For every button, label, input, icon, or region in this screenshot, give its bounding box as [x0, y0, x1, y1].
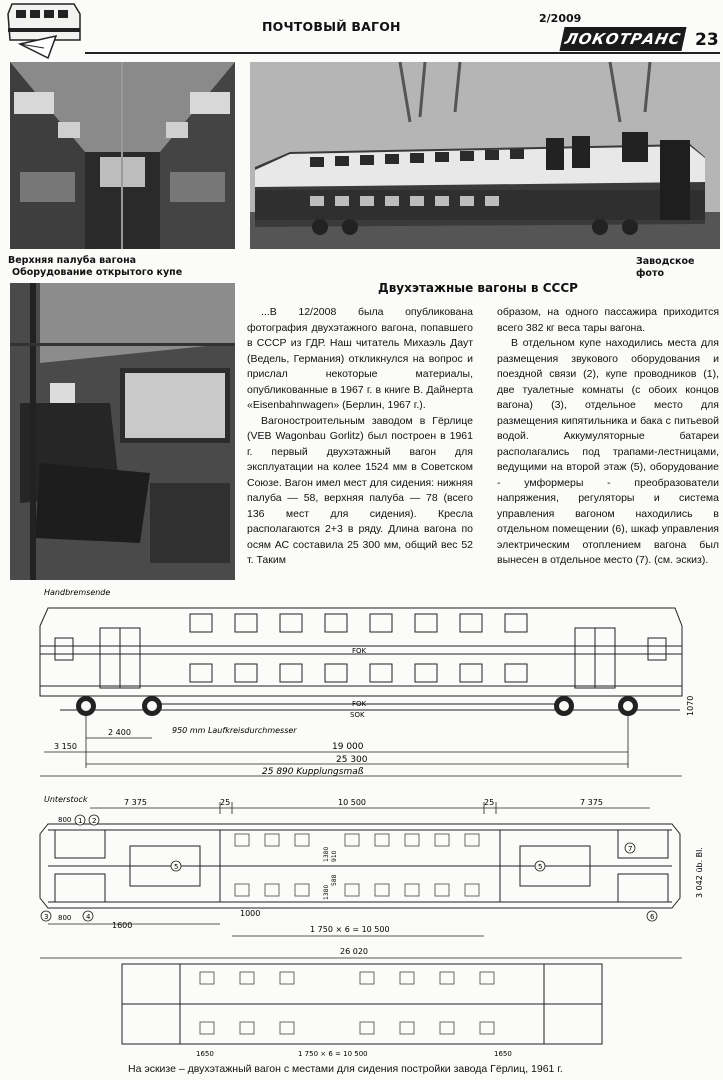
corner-mail-car-logo	[4, 2, 84, 60]
dim-10500: 10 500	[338, 798, 366, 807]
article-column-1	[247, 305, 473, 569]
callout-5-right: 5	[538, 863, 543, 871]
dim-1070: 1070	[686, 695, 695, 716]
paragraph-continuation: образом, на одного пассажира приходится всего 382 кг веса тары вагона.	[497, 306, 719, 334]
dim-800-bottom: 800	[58, 914, 72, 922]
dim-588: 588	[331, 874, 338, 886]
callout-1: 1	[78, 817, 83, 825]
dim-25890: 25 890 Kupplungsmaß	[262, 767, 364, 777]
dim-25-right: 25	[484, 798, 495, 807]
page-number: 23	[695, 30, 719, 50]
dim-1650-right: 1650	[494, 1050, 512, 1058]
dim-2400: 2 400	[108, 728, 131, 737]
dim-800-top: 800	[58, 816, 72, 824]
label-fok-upper: FOK	[352, 647, 367, 655]
dim-1000: 1000	[240, 909, 261, 918]
dim-3150: 3 150	[54, 742, 77, 751]
dim-1380-lower: 1380	[323, 884, 330, 900]
dim-1650-left: 1650	[196, 1050, 214, 1058]
label-wheel-diameter: 950 mm Laufkreisdurchmesser	[172, 726, 297, 735]
callout-3: 3	[44, 913, 49, 921]
callout-2: 2	[92, 817, 97, 825]
bottom-caption: На эскизе – двухэтажный вагон с местами для сидения постройки завода Гёрлиц, 1961 г.	[128, 1063, 563, 1075]
dim-1600: 1600	[112, 921, 133, 930]
dim-1750x6: 1 750 × 6 = 10 500	[310, 925, 390, 934]
callout-4: 4	[86, 913, 91, 921]
article-column-2	[497, 305, 719, 569]
label-unterstock: Unterstock	[44, 795, 88, 804]
caption-factory-photo: Заводское фото	[636, 256, 695, 279]
label-sok: SOK	[350, 711, 365, 719]
section-title: ПОЧТОВЫЙ ВАГОН	[262, 19, 401, 34]
dim-25-left: 25	[220, 798, 231, 807]
dim-19000: 19 000	[332, 742, 364, 752]
callout-7: 7	[628, 845, 633, 853]
caption-line-2: Оборудование открытого купе	[12, 267, 183, 278]
article-title: Двухэтажные вагоны в СССР	[378, 281, 578, 295]
masthead-rule	[85, 52, 720, 54]
paragraph-intro: ...В 12/2008 была опубликована фотография двухэтажного вагона, попавшего в СССР из ГДР. Наш читатель Михаэль Даут (Ведель, Германия) откликнулся на вопрос и прислал некоторые материалы, опубликованные в 1967 г. в книге В. Дайнерта «Eisenbahnwagen» (Берлин, 1967 г.).	[247, 306, 473, 411]
dim-7375-left: 7 375	[124, 798, 147, 807]
caption-upper-deck	[8, 255, 182, 279]
magazine-logo: ЛОКОТРАНС	[559, 27, 686, 51]
label-fok-lower: FOK	[352, 700, 367, 708]
open-compartment-photo	[10, 283, 235, 580]
callout-6: 6	[650, 913, 655, 921]
label-handbremsende: Handbremsende	[44, 588, 111, 597]
dim-3042: 3 042 üb. Bl.	[695, 847, 704, 898]
dim-7375-right: 7 375	[580, 798, 603, 807]
upper-deck-photo	[10, 62, 235, 249]
dim-910: 910	[331, 850, 338, 862]
paragraph-equipment: В отдельном купе находились места для размещения звукового оборудования и поездной связи (2), купе проводников (1), две туалетные комнаты (с обоих концов вагона) (3), отдельное место для размещения кипятильника и бака с питьевой водой. Аккумуляторные батареи располагались под трапами-лестницами, ведущими на второй этаж (5), оборудование - умформеры - преобразователи напряжения, регуляторы и система управления вагоном находились в отдельном помещении (6), шкаф управления электрическим отоплением вагона был вынесен в отдельное место (7). (см. эскиз).	[497, 337, 719, 566]
dim-26020: 26 020	[340, 947, 368, 956]
caption-line-1: Верхняя палуба вагона	[8, 255, 137, 266]
dim-25300: 25 300	[336, 755, 368, 765]
callout-5-left: 5	[174, 863, 179, 871]
issue-number: 2/2009	[539, 12, 582, 25]
technical-drawing	[0, 586, 723, 1066]
paragraph-gorlitz: Вагоностроительным заводом в Гёрлице (VEB Wagonbau Gorlitz) был построен в 1961 г. первый двухэтажный вагон для эксплуатации на колее 1524 мм в Советском Союзе. Вагон имел мест для сидения: нижняя палуба — 58, верхняя палуба — 78 (всего 136 мест для сидения). Кресла располагаются 2+3 в ряду. Длина вагона по осям АС составила 25 300 мм, общий вес 52 т. Таким	[247, 414, 473, 566]
dim-1750x6-upper: 1 750 × 6 = 10 500	[298, 1050, 368, 1058]
dim-1380-upper: 1380	[323, 846, 330, 862]
factory-exterior-photo	[250, 62, 720, 249]
